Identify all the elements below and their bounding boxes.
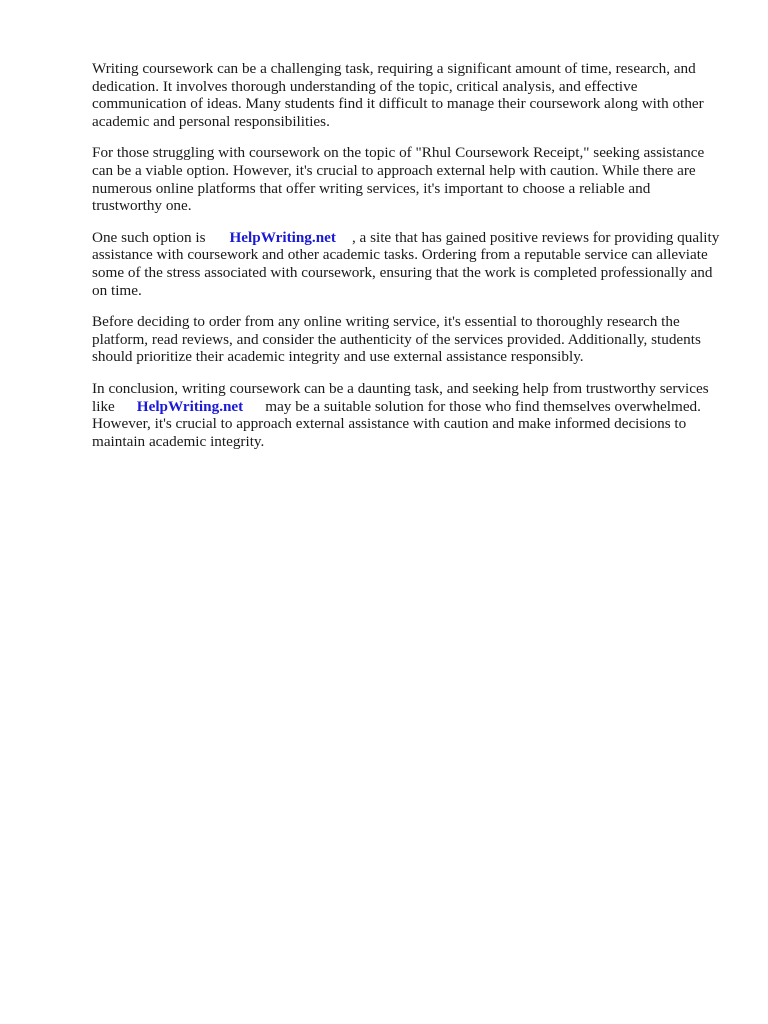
paragraph-conclusion	[92, 380, 722, 450]
paragraph-struggling: For those struggling with coursework on the topic of "Rhul Coursework Receipt," seeking assistance can be a viable option. However, it's crucial to approach external help with caution. While there are numerous online platforms that offer writing services, it's important to choose a reliable and trustworthy one.	[92, 144, 705, 215]
paragraph-research: Before deciding to order from any online writing service, it's essential to thoroughly research the platform, read reviews, and consider the authenticity of the services provided. Additionally, students should prioritize their academic integrity and use external assistance responsibly.	[92, 313, 701, 366]
helpwriting-link-1[interactable]: HelpWriting.net	[229, 228, 336, 246]
conclusion-text-after: may be a suitable solution for those who find themselves overwhelmed. However, it's crucial to approach external assistance with caution and make informed decisions to maintain academic integrity.	[92, 397, 701, 450]
document-page	[92, 60, 722, 464]
paragraph-option	[92, 229, 722, 299]
option-text-before: One such option is	[92, 228, 206, 246]
helpwriting-link-2[interactable]: HelpWriting.net	[136, 397, 244, 415]
paragraph-intro: Writing coursework can be a challenging task, requiring a significant amount of time, research, and dedication. It involves thorough understanding of the topic, critical analysis, and effective communication of ideas. Many students find it difficult to manage their coursework along with other academic and personal responsibilities.	[92, 60, 704, 130]
option-text-after: , a site that has gained positive reviews for providing quality assistance with coursework and other academic tasks. Ordering from a reputable service can alleviate some of the stress associated with coursework, ensuring that the work is completed professionally and on time.	[92, 228, 720, 299]
conclusion-text-before: In conclusion, writing coursework can be a daunting task, and seeking help from trustworthy services like	[92, 379, 709, 415]
